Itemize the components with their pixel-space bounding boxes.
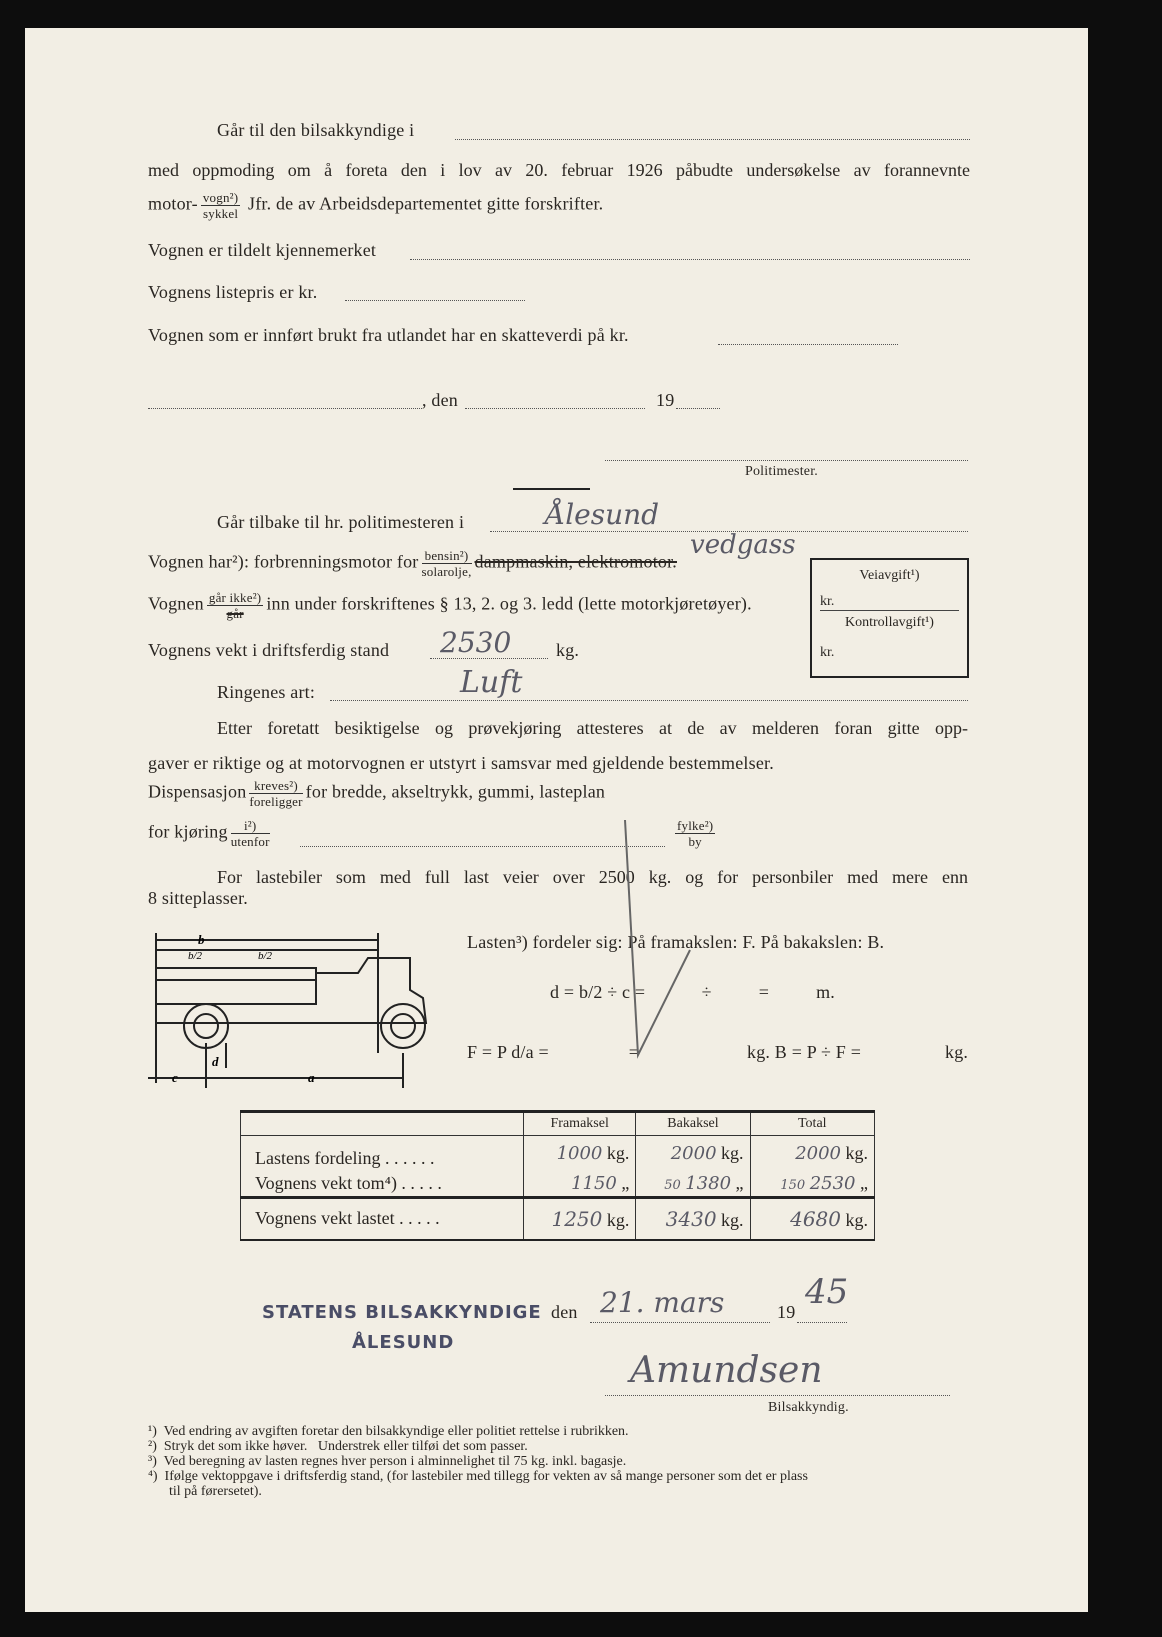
cell-extra: 150 [780,1178,806,1193]
formula-d: d = b/2 ÷ c = ÷ = m. [550,982,836,1002]
unit: „ [860,1173,868,1193]
field-year[interactable] [797,1322,847,1323]
field-veiavgift[interactable]: kr. [820,594,959,611]
field-signature[interactable] [605,1395,950,1396]
unit: kg. [845,1143,868,1163]
motor-type-struck: dampmaskin, elektromotor. [474,551,677,572]
handwritten-tires: Luft [460,665,523,700]
line-forskrift [148,590,752,621]
stamp-line2: ÅLESUND [352,1332,455,1353]
frac-top: bensin²) [422,548,472,564]
line-sitteplasser: 8 sitteplasser. [148,888,248,908]
unit: kg. [606,1143,630,1163]
footnote-3: ³) Ved beregning av lasten regnes hver person i alminnelighet til 75 kg. inkl. bagasje. [148,1454,627,1469]
fraction-vogn-sykkel [201,190,240,221]
line-dispensasjon [148,778,605,809]
field-kjennemerket[interactable] [410,259,970,260]
dim-b2-left: b/2 [188,950,203,962]
cell-value[interactable]: 3430 [665,1206,717,1231]
cell-extra: 50 [664,1178,681,1193]
frac-bottom: foreligger [249,794,303,809]
line-kjoring [148,818,273,849]
row-label: Lastens fordeling . . . . . . [241,1136,524,1172]
cell-value[interactable]: 1150 [571,1173,617,1194]
label-19: 19 [656,390,675,410]
frac-top: kreves²) [249,778,302,794]
formula-kg: kg. [945,1042,969,1062]
line-kjennemerket: Vognen er tildelt kjennemerket [148,240,377,260]
line-etter: Etter foretatt besiktigelse og prøvekjøring attesteres at de av melderen foran gitte opp- [217,718,968,738]
cell-value[interactable]: 1250 [551,1206,603,1231]
fee-box [810,558,969,678]
dim-b: b [198,932,205,947]
line-politimesteren: Går tilbake til hr. politimesteren i [217,512,465,532]
table-row [241,1136,875,1172]
line-oppmoding: med oppmoding om å foreta den i lov av 20. februar 1926 påbudte undersøkelse av forannevnte [148,160,970,180]
fraction-gaar [207,590,263,621]
divider [513,488,590,490]
dim-d: d [212,1054,219,1069]
fraction-kreves [249,778,302,809]
handwritten-signature: Amundsen [630,1350,823,1391]
unit: „ [735,1173,744,1193]
motor-rest: Jfr. de av Arbeidsdepartementet gitte forskrifter. [247,193,604,214]
table-row [241,1171,875,1198]
col-header: Bakaksel [636,1112,750,1136]
load-table [240,1110,875,1241]
unit: kg. [721,1209,744,1230]
field-year[interactable] [676,408,720,409]
unit: „ [621,1173,630,1193]
field-skatteverdi[interactable] [718,344,898,345]
footnote-2: ²) Stryk det som ikke høver. Understrek eller tilføi det som passer. [148,1439,528,1454]
frac-bottom: går [226,606,244,621]
handwritten-checkmark [600,820,710,1065]
line-listepris: Vognens listepris er kr. [148,282,318,302]
line-ringenes: Ringenes art: [217,682,316,702]
fraction-i-utenfor [231,818,270,849]
line-gaver: gaver er riktige og at motorvognen er utstyrt i samsvar med gjeldende bestemmelser. [148,753,774,773]
line-skatteverdi: Vognen som er innført brukt fra utlandet har en skatteverdi på kr. [148,325,629,345]
table-row [241,1198,875,1240]
frac-bottom: by [688,834,702,849]
formula-b: kg. B = P ÷ F = [747,1042,862,1062]
frac-bottom: sykkel [202,206,239,221]
kjoring-label: for kjøring [148,821,228,842]
handwritten-date: 21. mars [600,1286,725,1319]
cell-value[interactable]: 4680 [790,1206,841,1231]
frac-top: i²) [231,818,270,834]
label-den: den [551,1302,578,1322]
frac-top: går ikke²) [208,590,262,605]
footnote-4-cont: til på førersetet). [148,1484,262,1499]
handwritten-weight: 2530 [440,626,512,659]
handwritten-city: Ålesund [545,498,660,531]
forskrift-rest: inn under forskriftenes § 13, 2. og 3. ledd (lette motorkjøretøyer). [266,593,752,614]
cell-value[interactable]: 1000 [556,1143,603,1164]
label-veiavgift: Veiavgift¹) [859,568,920,583]
truck-diagram [148,928,433,1088]
label-den: , den [422,390,458,410]
dispensasjon-label: Dispensasjon [148,781,247,802]
fraction-bensin-solarolje [422,548,472,579]
field-kontrollavgift[interactable]: kr. [820,645,835,660]
footnote-1: ¹) Ved endring av avgiften foretar den bilsakkyndige eller politiet rettelse i rubrikken. [148,1424,629,1439]
cell-value[interactable]: 1380 [685,1173,732,1194]
line-lasten: Lasten³) fordeler sig: På framakslen: F. På bakakslen: B. [467,932,885,952]
stamp-line1: STATENS BILSAKKYNDIGE [262,1302,542,1323]
handwritten-year: 45 [805,1272,849,1312]
line-lastebiler: For lastebiler som med full last veier over 2500 kg. og for personbiler med mere enn [217,867,968,887]
cell-value[interactable]: 2000 [670,1143,717,1164]
label-kontrollavgift: Kontrollavgift¹) [845,615,934,630]
dispensasjon-rest: for bredde, akseltrykk, gummi, lasteplan [305,781,606,802]
label-year-prefix: 19 [777,1302,796,1322]
dim-b2-right: b/2 [258,950,273,962]
frac-bottom: solarolje, [421,564,472,579]
unit: kg. [845,1209,868,1230]
field-place[interactable] [148,408,422,409]
unit: kg. [721,1143,744,1163]
dim-a: a [308,1070,315,1085]
field-date[interactable] [465,408,645,409]
field-date[interactable] [590,1322,770,1323]
cell-value[interactable]: 2530 [809,1173,856,1194]
cell-value[interactable]: 2000 [795,1143,841,1164]
frac-top: fylke²) [677,818,714,833]
field-listepris[interactable] [345,300,525,301]
frac-bottom: utenfor [230,834,270,849]
label-bilsakkyndig: Bilsakkyndig. [768,1400,849,1415]
line-bilsakkyndig: Går til den bilsakkyndige i [217,120,415,140]
motor-prefix: motor- [148,193,198,214]
field-bilsakkyndig[interactable] [455,139,970,140]
row-label: Vognens vekt lastet . . . . . [241,1198,524,1240]
table-corner [241,1112,524,1136]
formula-f: F = P d/a = = [467,1042,640,1062]
col-header: Total [750,1112,874,1136]
col-header: Framaksel [524,1112,636,1136]
field-politimester-signature[interactable] [605,460,968,461]
line-motor [148,190,603,221]
line-motor-type [148,548,677,579]
handwritten-fuel: vedgass [690,530,796,560]
row-label: Vognens vekt tom⁴) . . . . . [241,1171,524,1198]
forskrift-label: Vognen [148,593,204,614]
line-vekt: Vognens vekt i driftsferdig stand [148,640,390,660]
field-ringenes[interactable] [330,700,968,701]
unit: kg. [606,1209,630,1230]
label-kg: kg. [556,640,580,660]
label-politimester: Politimester. [745,464,818,479]
footnote-4: ⁴) Ifølge vektoppgave i driftsferdig stand, (for lastebiler med tillegg for vekten av så mange personer som det er plass [148,1469,808,1484]
frac-top: vogn²) [202,190,239,205]
motor-type-label: Vognen har²): forbrenningsmotor for [148,551,419,572]
dim-c: c [172,1070,178,1085]
